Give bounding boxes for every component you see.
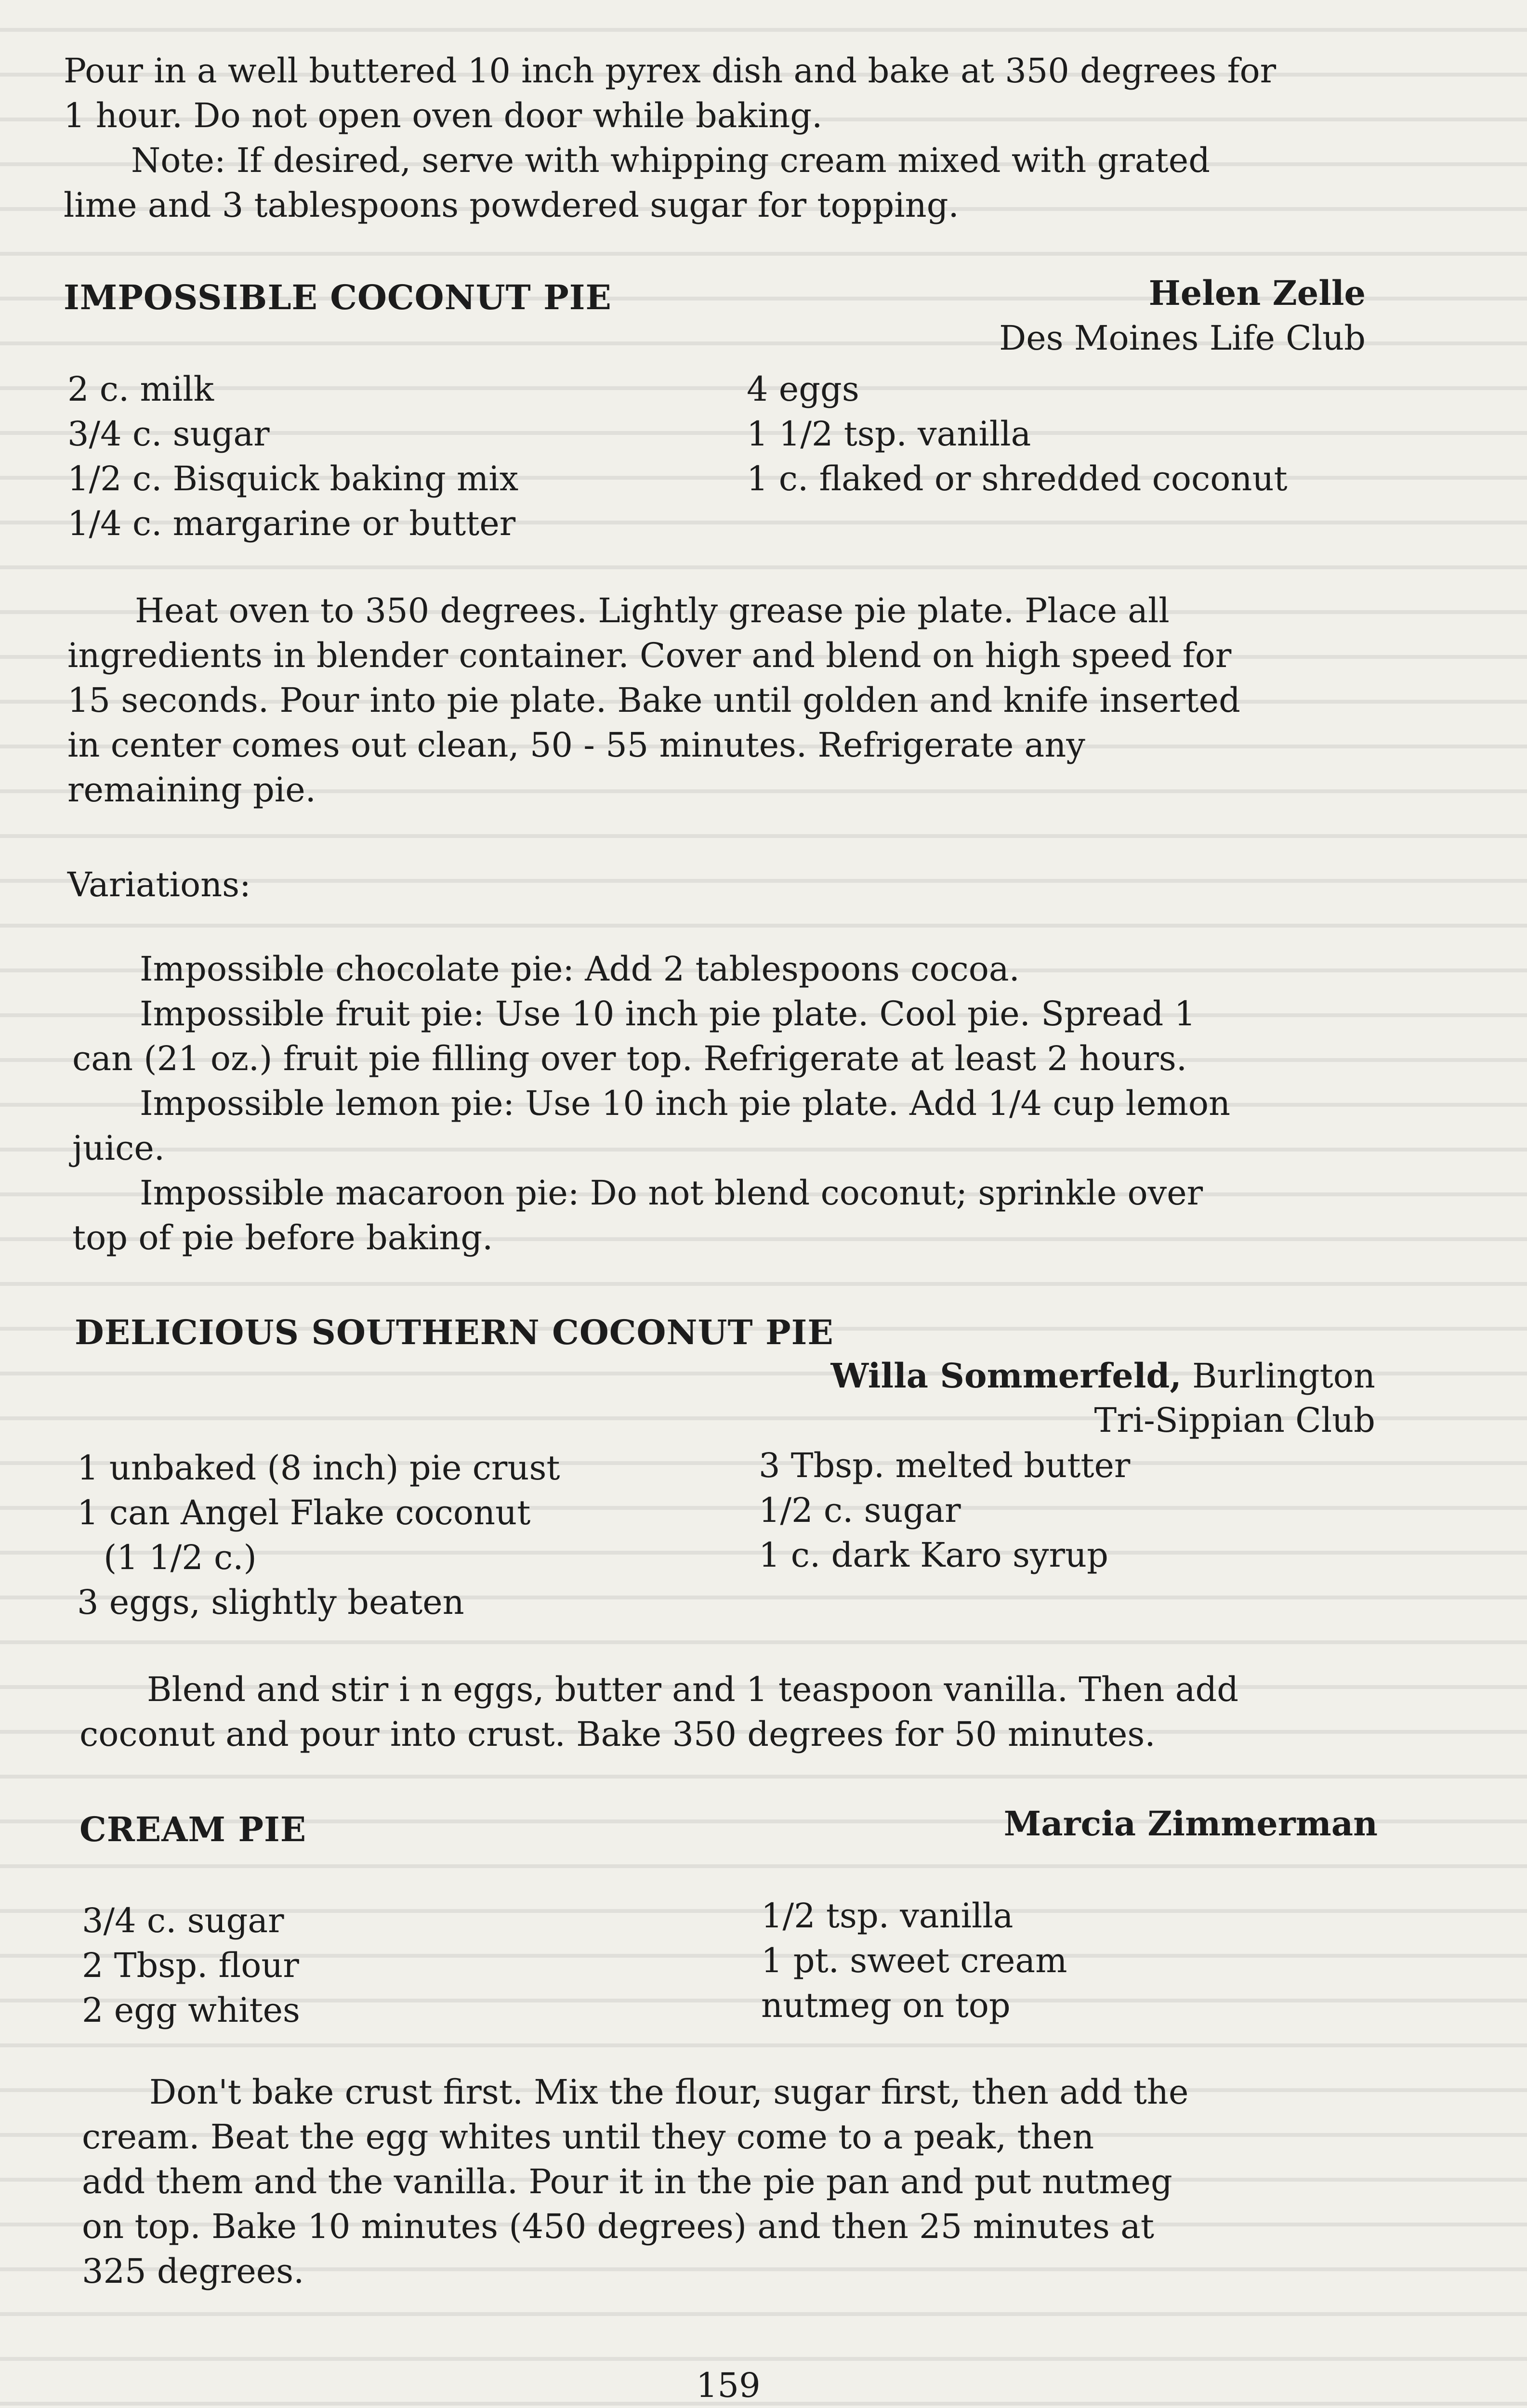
recipe-title: IMPOSSIBLE COCONUT PIE	[64, 277, 612, 317]
direction-line: coconut and pour into crust. Bake 350 degrees for 50 minutes.	[79, 1714, 1156, 1754]
recipe-author: Marcia Zimmerman	[1003, 1804, 1378, 1844]
ingredient: 1 unbaked (8 inch) pie crust	[77, 1448, 560, 1488]
ingredients-left	[77, 1446, 560, 1625]
page-number: 159	[696, 2366, 761, 2405]
ingredients-right	[759, 1443, 1130, 1578]
variations-label: Variations:	[67, 865, 251, 904]
recipe-author: Helen Zelle	[1148, 273, 1366, 313]
ingredient: 2 c. milk	[67, 369, 214, 409]
ingredient: 2 Tbsp. flour	[82, 1946, 299, 1985]
ingredient: 1/2 c. Bisquick baking mix	[67, 459, 519, 498]
note-line: lime and 3 tablespoons powdered sugar for topping.	[64, 185, 959, 225]
ingredient: 1/2 c. sugar	[759, 1491, 961, 1530]
direction-line: ingredients in blender container. Cover and blend on high speed for	[67, 636, 1232, 675]
ingredients-right	[747, 367, 1288, 501]
direction-line: Blend and stir i n eggs, butter and 1 teaspoon vanilla. Then add	[147, 1670, 1239, 1709]
directions	[82, 2070, 1188, 2294]
recipe-title: DELICIOUS SOUTHERN COCONUT PIE	[75, 1312, 834, 1352]
recipe-author-line	[831, 1353, 1376, 1399]
direction-line: cream. Beat the egg whites until they come to a peak, then	[82, 2117, 1094, 2157]
variation-line: Impossible chocolate pie: Add 2 tablespoons cocoa.	[140, 949, 1020, 989]
ingredient: 3/4 c. sugar	[67, 414, 270, 454]
variation-line: top of pie before baking.	[72, 1218, 493, 1257]
ingredient: 3 Tbsp. melted butter	[759, 1446, 1131, 1485]
directions	[67, 589, 1240, 812]
ingredient: 1/2 tsp. vanilla	[761, 1896, 1014, 1936]
ingredients-left	[67, 367, 518, 546]
ingredient: 3/4 c. sugar	[82, 1901, 284, 1940]
ingredient: nutmeg on top	[761, 1986, 1011, 2025]
variation-line: Impossible macaroon pie: Do not blend coconut; sprinkle over	[140, 1173, 1203, 1213]
direction-line: remaining pie.	[67, 770, 316, 810]
ingredients-right	[761, 1894, 1067, 2028]
variations	[72, 947, 1230, 1260]
direction-line: add them and the vanilla. Pour it in the pie pan and put nutmeg	[82, 2162, 1172, 2201]
variation-line: juice.	[72, 1128, 165, 1168]
ingredient: 4 eggs	[747, 369, 859, 409]
ingredient: (1 1/2 c.)	[104, 1538, 257, 1577]
recipe-author-place: Burlington	[1181, 1356, 1375, 1396]
ingredient: 1/4 c. margarine or butter	[67, 504, 516, 543]
variation-line: Impossible fruit pie: Use 10 inch pie plate. Cool pie. Spread 1	[140, 994, 1196, 1034]
continuation-text	[64, 49, 1276, 228]
direction-line: 15 seconds. Pour into pie plate. Bake until golden and knife inserted	[67, 681, 1240, 720]
direction-line: Don't bake crust first. Mix the flour, sugar first, then add the	[149, 2072, 1189, 2112]
text-line: Pour in a well buttered 10 inch pyrex dish and bake at 350 degrees for	[64, 51, 1277, 91]
recipe-club: Des Moines Life Club	[999, 318, 1366, 358]
ingredient: 3 eggs, slightly beaten	[77, 1583, 464, 1622]
text-line: 1 hour. Do not open oven door while baking.	[64, 96, 823, 135]
note-line: Note: If desired, serve with whipping cream mixed with grated	[131, 141, 1210, 180]
ingredient: 1 pt. sweet cream	[761, 1941, 1067, 1980]
direction-line: 325 degrees.	[82, 2251, 304, 2291]
directions	[79, 1667, 1238, 1757]
direction-line: Heat oven to 350 degrees. Lightly grease pie plate. Place all	[135, 591, 1170, 630]
ingredient: 2 egg whites	[82, 1990, 300, 2030]
direction-line: in center comes out clean, 50 - 55 minutes. Refrigerate any	[67, 725, 1085, 765]
variation-line: Impossible lemon pie: Use 10 inch pie plate. Add 1/4 cup lemon	[140, 1084, 1231, 1123]
ingredient: 1 c. flaked or shredded coconut	[747, 459, 1288, 498]
direction-line: on top. Bake 10 minutes (450 degrees) and then 25 minutes at	[82, 2207, 1155, 2246]
recipe-author: Willa Sommerfeld,	[830, 1356, 1182, 1396]
ingredients-left	[82, 1898, 300, 2033]
ingredient: 1 can Angel Flake coconut	[77, 1493, 531, 1532]
variation-line: can (21 oz.) fruit pie filling over top. Refrigerate at least 2 hours.	[72, 1039, 1187, 1078]
recipe-title: CREAM PIE	[79, 1809, 307, 1849]
ingredient: 1 c. dark Karo syrup	[759, 1535, 1108, 1575]
ingredient: 1 1/2 tsp. vanilla	[747, 414, 1031, 454]
recipe-club: Tri-Sippian Club	[1094, 1400, 1375, 1440]
